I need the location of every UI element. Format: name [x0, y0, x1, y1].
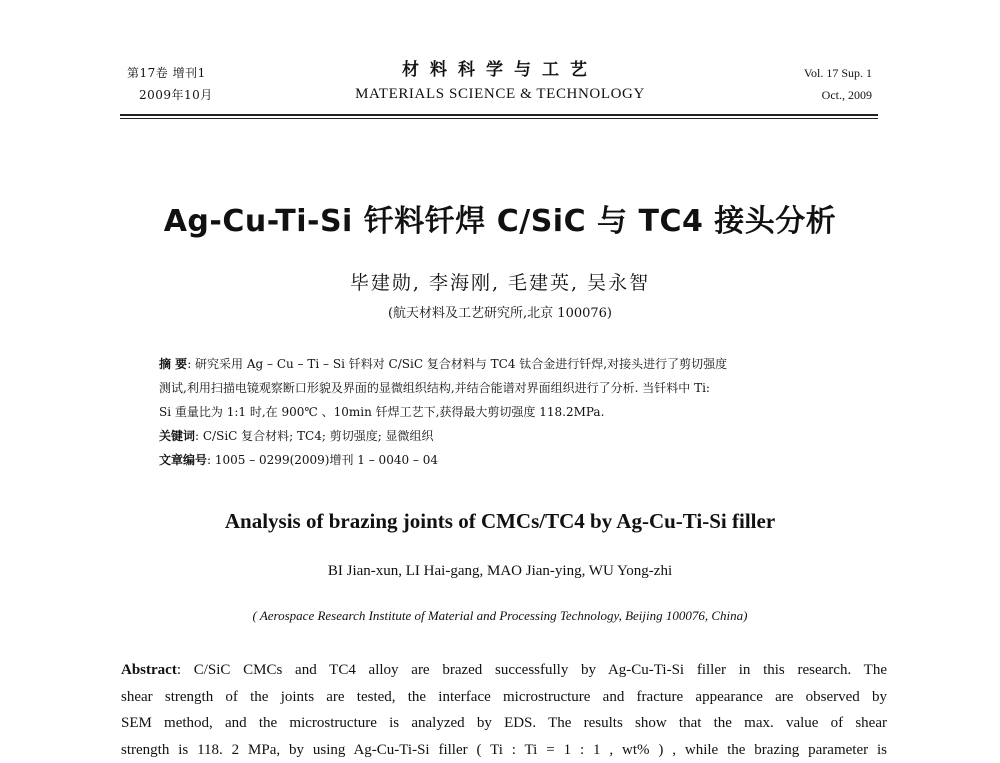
paper-title-en: Analysis of brazing joints of CMCs/TC4 by Ag-Cu-Ti-Si filler — [0, 509, 1000, 534]
article-number-label: 文章编号 — [159, 453, 207, 467]
keywords-label: 关键词 — [159, 429, 195, 443]
abstract-en — [121, 657, 887, 763]
journal-name-cn: 材料科学与工艺 — [330, 58, 670, 82]
abstract-en-line: SEM method, and the microstructure is analyzed by EDS. The results show that the max. value of shear — [121, 710, 887, 737]
abstract-cn-line: 测试,利用扫描电镜观察断口形貌及界面的显微组织结构,并结合能谱对界面组织进行了分析. 当钎料中 Ti: — [159, 376, 849, 400]
journal-name-en: MATERIALS SCIENCE & TECHNOLOGY — [330, 84, 670, 104]
journal-name — [330, 58, 670, 104]
abstract-en-label: Abstract — [121, 662, 177, 678]
abstract-cn — [159, 352, 849, 472]
keywords-value: : C/SiC 复合材料; TC4; 剪切强度; 显微组织 — [195, 429, 434, 443]
header-rule-thick — [120, 114, 878, 116]
article-number — [159, 448, 849, 472]
affiliation-cn: (航天材料及工艺研究所,北京 100076) — [0, 302, 1000, 321]
article-number-value: : 1005 – 0299(2009)增刊 1 – 0040 – 04 — [207, 453, 438, 467]
abstract-en-line: Abstract: C/SiC CMCs and TC4 alloy are brazed successfully by Ag-Cu-Ti-Si filler in this research. The — [121, 657, 887, 684]
abstract-cn-line: 摘 要: 研究采用 Ag – Cu – Ti – Si 钎料对 C/SiC 复合材料与 TC4 钛合金进行钎焊,对接头进行了剪切强度 — [159, 352, 849, 376]
authors-en: BI Jian-xun, LI Hai-gang, MAO Jian-ying, WU Yong-zhi — [0, 563, 1000, 580]
header-volume-issue: 第17卷 增刊1 — [127, 62, 213, 84]
header-date-en: Oct., 2009 — [804, 84, 872, 106]
header-rule-thin — [120, 118, 878, 119]
authors-cn: 毕建勋, 李海刚, 毛建英, 吴永智 — [0, 268, 1000, 295]
header-vol-sup: Vol. 17 Sup. 1 — [804, 62, 872, 84]
abstract-en-line: strength is 118. 2 MPa, by using Ag-Cu-Ti-Si filler ( Ti : Ti = 1 : 1 , wt% ) , while the brazing parameter is — [121, 737, 887, 763]
header-volume-info — [127, 62, 213, 106]
abstract-cn-line: Si 重量比为 1:1 时,在 900℃ 、10min 钎焊工艺下,获得最大剪切强度 118.2MPa. — [159, 400, 849, 424]
abstract-cn-label: 摘 要 — [159, 357, 187, 371]
keywords-cn — [159, 424, 849, 448]
header-date-cn: 2009年10月 — [127, 84, 213, 106]
affiliation-en: ( Aerospace Research Institute of Material and Processing Technology, Beijing 100076, China) — [0, 608, 1000, 624]
header-volume-info-en — [804, 62, 872, 106]
abstract-en-line: shear strength of the joints are tested, the interface microstructure and fracture appearance are observed by — [121, 684, 887, 711]
paper-title-cn: Ag-Cu-Ti-Si 钎料钎焊 C/SiC 与 TC4 接头分析 — [0, 196, 1000, 240]
